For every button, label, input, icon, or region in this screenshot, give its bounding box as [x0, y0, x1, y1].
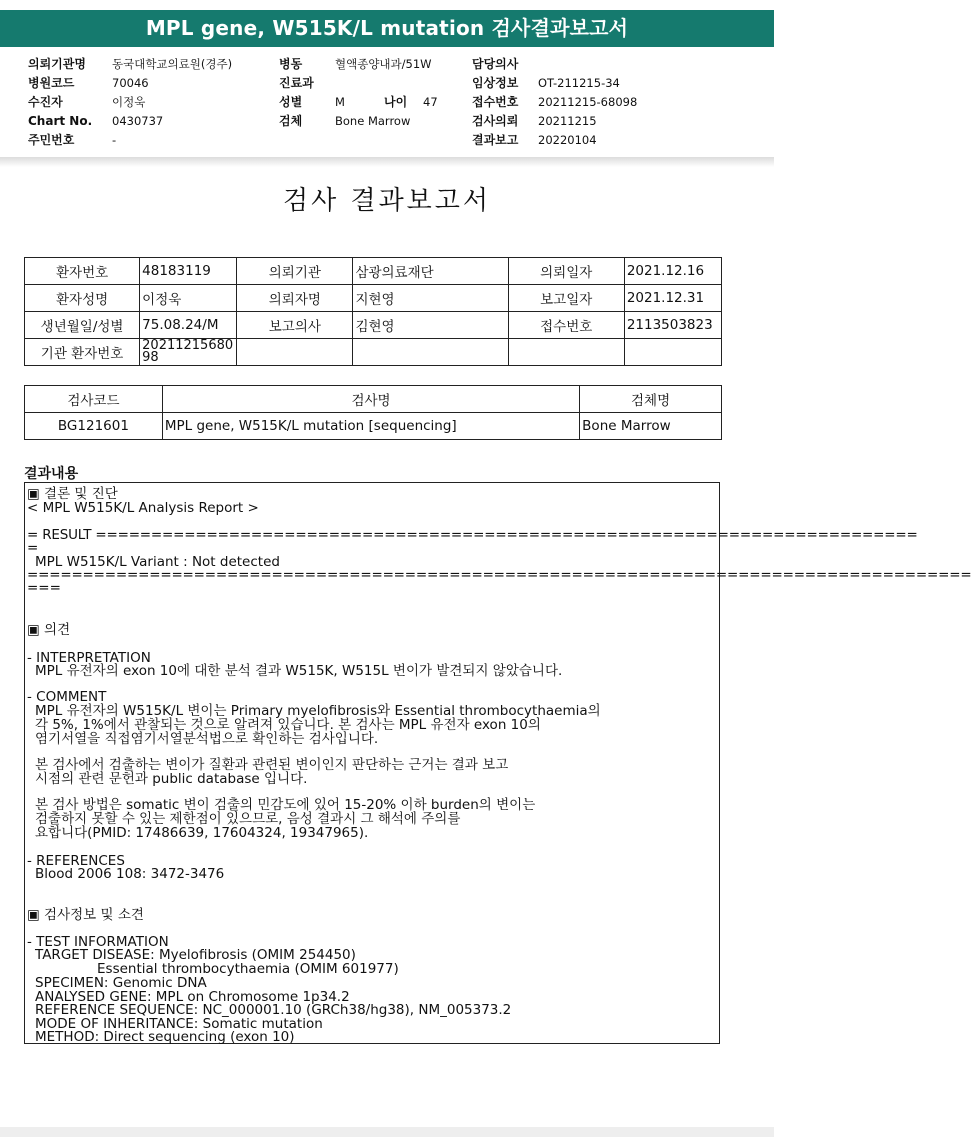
value-resident-no: - — [112, 133, 117, 147]
testinfo-line: TARGET DISEASE: Myelofibrosis (OMIM 254450) — [35, 947, 356, 963]
cell-value: 삼광의료재단 — [353, 258, 508, 285]
document-title: 검사 결과보고서 — [282, 186, 492, 216]
references-heading: - REFERENCES — [27, 853, 125, 869]
result-separator-2: ===================================================================================== — [27, 567, 971, 583]
cell-label: 보고의사 — [237, 312, 353, 339]
testinfo-line: REFERENCE SEQUENCE: NC_000001.10 (GRCh38/hg38), NM_005373.2 — [35, 1002, 512, 1018]
label-specimen: 검체 — [279, 114, 303, 128]
cell-value: 2021.12.31 — [624, 285, 721, 312]
value-ward: 혈액종양내과/51W — [335, 57, 432, 71]
cell-label: 보고일자 — [508, 285, 624, 312]
header-col3-values — [538, 55, 637, 150]
references-text: Blood 2006 108: 3472-3476 — [35, 866, 225, 882]
header-specimen-name: 검체명 — [580, 386, 722, 413]
label-hospital-code: 병원코드 — [28, 76, 75, 90]
value-sex: M — [335, 95, 345, 109]
cell-empty — [624, 339, 721, 366]
variant-result: MPL W515K/L Variant : Not detected — [35, 554, 280, 570]
cell-label: 환자번호 — [25, 258, 140, 285]
value-hospital-code: 70046 — [112, 76, 149, 90]
header-col1-labels — [28, 55, 92, 150]
header-test-code: 검사코드 — [25, 386, 163, 413]
value-test-request: 20211215 — [538, 114, 597, 128]
label-examinee: 수진자 — [28, 95, 63, 109]
cell-label: 접수번호 — [508, 312, 624, 339]
testinfo-line: SPECIMEN: Genomic DNA — [35, 975, 207, 991]
comment-heading: - COMMENT — [27, 689, 107, 705]
result-separator-wrap: = — [27, 540, 39, 556]
testinfo-line: METHOD: Direct sequencing (exon 10) — [35, 1029, 295, 1045]
cell-label: 의뢰자명 — [237, 285, 353, 312]
cell-test-name: MPL gene, W515K/L mutation [sequencing] — [162, 413, 579, 440]
label-receipt-no: 접수번호 — [472, 95, 519, 109]
label-requesting-institution: 의뢰기관명 — [28, 57, 86, 71]
value-specimen: Bone Marrow — [335, 114, 411, 128]
label-result-report: 결과보고 — [472, 133, 519, 147]
label-resident-no: 주민번호 — [28, 133, 75, 147]
table-row — [25, 312, 722, 339]
testinfo-line: ANALYSED GENE: MPL on Chromosome 1p34.2 — [35, 989, 350, 1005]
testinfo-line: Essential thrombocythaemia (OMIM 601977) — [97, 961, 399, 977]
value-clinical-info: OT-211215-34 — [538, 76, 620, 90]
cell-label: 기관 환자번호 — [25, 339, 140, 366]
report-banner: MPL gene, W515K/L mutation 검사결과보고서 — [0, 10, 774, 47]
value-receipt-no: 20211215-68098 — [538, 95, 638, 109]
cell-label: 의뢰일자 — [508, 258, 624, 285]
table-header-row — [25, 386, 722, 413]
label-ward: 병동 — [279, 57, 303, 71]
result-separator: = RESULT ========================================================================== — [27, 527, 918, 543]
comment-line: 본 검사에서 검출하는 변이가 질환과 관련된 변이인지 판단하는 근거는 결과 보고 — [35, 757, 509, 773]
header-col1-values — [112, 55, 232, 150]
value-chart-no: 0430737 — [112, 114, 164, 128]
cell-test-code: BG121601 — [25, 413, 163, 440]
header-divider — [0, 157, 774, 167]
comment-line: 본 검사 방법은 somatic 변이 검출의 민감도에 있어 15-20% 이하 burden의 변이는 — [35, 797, 536, 813]
comment-line: 염기서열을 직접염기서열분석법으로 확인하는 검사입니다. — [35, 731, 379, 747]
cell-specimen-name: Bone Marrow — [580, 413, 722, 440]
comment-line: 검출하지 못할 수 있는 제한점이 있으므로, 음성 결과시 그 해석에 주의를 — [35, 811, 461, 827]
result-content-box — [24, 482, 971, 1045]
label-clinical-info: 임상정보 — [472, 76, 519, 90]
value-requesting-institution: 동국대학교의료원(경주) — [112, 57, 233, 71]
testinfo-line: MODE OF INHERITANCE: Somatic mutation — [35, 1016, 323, 1032]
report-title: < MPL W515K/L Analysis Report > — [27, 500, 259, 516]
table-row — [25, 258, 722, 285]
testinfo-heading: - TEST INFORMATION — [27, 934, 169, 950]
cell-label: 의뢰기관 — [237, 258, 353, 285]
result-section-title: 결과내용 — [24, 466, 79, 482]
cell-value: 이정욱 — [140, 285, 237, 312]
value-age: 47 — [423, 95, 438, 109]
cell-value: 김현영 — [353, 312, 508, 339]
value-result-report: 20220104 — [538, 133, 597, 147]
header-test-name: 검사명 — [162, 386, 579, 413]
comment-line: 시점의 관련 문헌과 public database 입니다. — [35, 771, 308, 787]
cell-value: 20211215680 98 — [140, 339, 237, 366]
result-separator-2-wrap: === — [27, 580, 61, 596]
cell-value: 2021.12.16 — [624, 258, 721, 285]
testinfo-section-heading: ▣ 검사정보 및 소견 — [27, 907, 144, 923]
interpretation-heading: - INTERPRETATION — [27, 650, 151, 666]
conclusion-heading: ▣ 결론 및 진단 — [27, 486, 118, 502]
header-col3-labels — [472, 55, 518, 150]
label-sex: 성별 — [279, 95, 303, 109]
cell-empty — [353, 339, 508, 366]
cell-value: 지현영 — [353, 285, 508, 312]
header-col2-labels — [279, 55, 314, 131]
table-row — [25, 413, 722, 440]
label-test-request: 검사의뢰 — [472, 114, 519, 128]
bottom-bar — [0, 1127, 774, 1137]
label-attending-doctor: 담당의사 — [472, 57, 519, 71]
label-department: 진료과 — [279, 76, 314, 90]
cell-empty — [508, 339, 624, 366]
table-row — [25, 339, 722, 366]
value-examinee: 이정욱 — [112, 95, 146, 109]
cell-label: 환자성명 — [25, 285, 140, 312]
table-row — [25, 285, 722, 312]
value-attending-doctor — [538, 55, 637, 74]
cell-label: 생년월일/성별 — [25, 312, 140, 339]
comment-line: MPL 유전자의 W515K/L 변이는 Primary myelofibrosis와 Essential thrombocythaemia의 — [35, 703, 601, 719]
cell-empty — [237, 339, 353, 366]
test-info-table — [24, 385, 722, 440]
interpretation-text: MPL 유전자의 exon 10에 대한 분석 결과 W515K, W515L 변이가 발견되지 않았습니다. — [35, 663, 563, 679]
cell-value: 75.08.24/M — [140, 312, 237, 339]
comment-line: 각 5%, 1%에서 관찰되는 것으로 알려져 있습니다. 본 검사는 MPL 유전자 exon 10의 — [35, 717, 541, 733]
opinion-heading: ▣ 의견 — [27, 622, 71, 638]
cell-value: 2113503823 — [624, 312, 721, 339]
label-age: 나이 — [384, 95, 408, 109]
comment-line: 요합니다(PMID: 17486639, 17604324, 19347965). — [35, 825, 369, 841]
label-chart-no: Chart No. — [28, 114, 93, 128]
patient-info-table — [24, 257, 722, 366]
value-department — [335, 74, 432, 93]
cell-value: 48183119 — [140, 258, 237, 285]
